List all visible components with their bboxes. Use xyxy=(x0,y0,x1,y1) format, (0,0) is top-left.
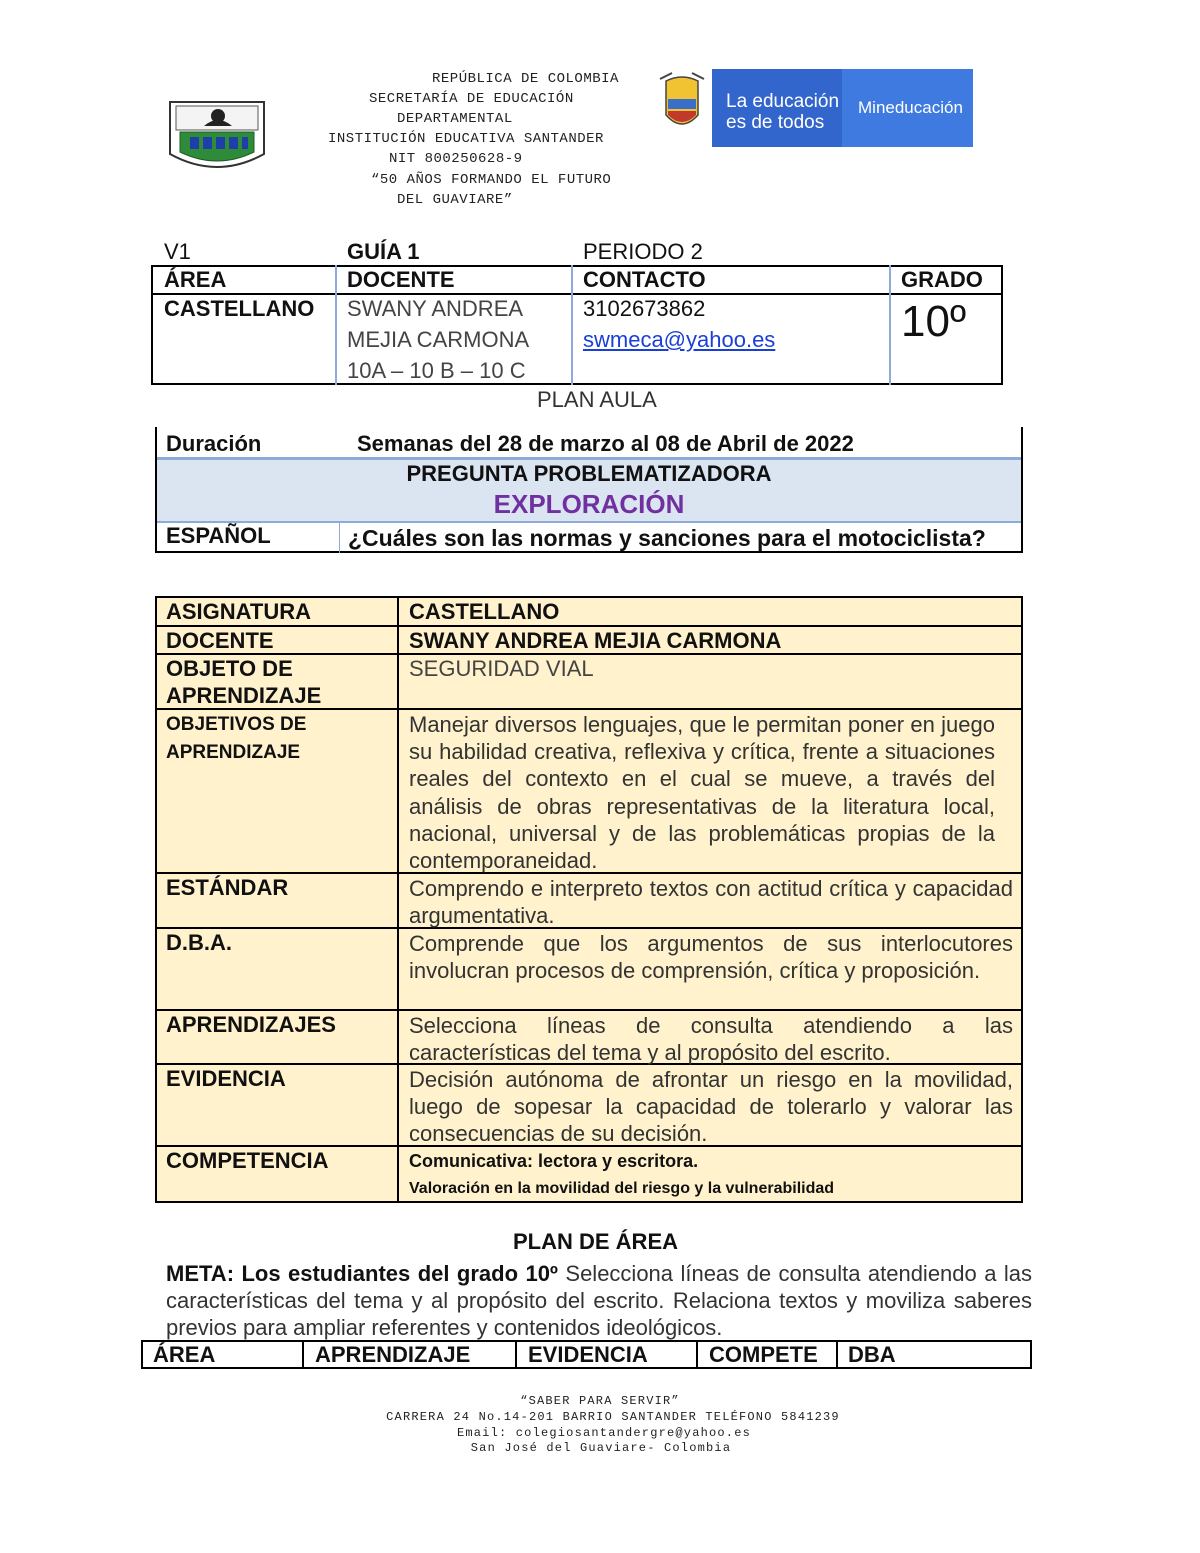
estandar-value: Comprendo e interpreto textos con actitud crítica y capacidad argumentativa. xyxy=(409,876,1013,929)
guide-col-divider-1 xyxy=(335,265,337,385)
header-line-5: NIT 800250628-9 xyxy=(389,151,523,167)
estandar-label: ESTÁNDAR xyxy=(166,875,289,900)
plan-area-header-area: ÁREA xyxy=(153,1342,216,1367)
header-line-3: DEPARTAMENTAL xyxy=(397,111,513,127)
duracion-value: Semanas del 28 de marzo al 08 de Abril de 2022 xyxy=(357,431,854,456)
asignatura-label: ASIGNATURA xyxy=(166,599,312,624)
espanol-divider xyxy=(339,521,340,553)
aprendizajes-value: Selecciona líneas de consulta atendiendo a las características del tema y al propósito del escrito. xyxy=(409,1013,1013,1066)
exploracion-label: EXPLORACIÓN xyxy=(493,489,685,519)
plan-area-header-dba: DBA xyxy=(848,1342,896,1367)
guia-label: GUÍA 1 xyxy=(347,239,420,264)
docente-value: SWANY ANDREA MEJIA CARMONA xyxy=(409,628,782,653)
objeto-label-line-2: APRENDIZAJE xyxy=(166,683,322,708)
school-logo xyxy=(166,96,268,178)
header-line-4: INSTITUCIÓN EDUCATIVA SANTANDER xyxy=(328,131,604,147)
pregunta-divider xyxy=(157,521,1021,523)
pregunta-label: PREGUNTA PROBLEMATIZADORA xyxy=(406,461,772,486)
competencia-label: COMPETENCIA xyxy=(166,1148,329,1173)
plan-area-header-aprendizaje: APRENDIZAJE xyxy=(315,1342,471,1367)
espanol-label: ESPAÑOL xyxy=(166,523,271,548)
docente-line-1: SWANY ANDREA xyxy=(347,296,524,321)
plan-area-col-divider xyxy=(696,1340,698,1369)
footer-address: CARRERA 24 No.14-201 BARRIO SANTANDER TELÉFONO 5841239 xyxy=(386,1410,840,1424)
header-line-1: REPÚBLICA DE COLOMBIA xyxy=(432,71,619,87)
grado-value: 10º xyxy=(901,297,967,346)
docente-line-3: 10A – 10 B – 10 C xyxy=(347,358,526,383)
version-label: V1 xyxy=(164,239,191,264)
guide-col-divider-2 xyxy=(571,265,573,385)
area-value: CASTELLANO xyxy=(164,296,315,321)
plan-area-col-divider xyxy=(515,1340,517,1369)
coat-of-arms-icon xyxy=(652,69,712,147)
meta-text: Selecciona líneas de consulta atendiendo a las características del tema y al propósito del escrito. Relaciona textos y moviliza saberes previos para ampliar referentes y contenidos ideológicos. xyxy=(166,1261,1032,1341)
contact-email-link[interactable]: swmeca@yahoo.es xyxy=(583,327,776,352)
plan-area-col-divider xyxy=(302,1340,304,1369)
pregunta-text: ¿Cuáles son las normas y sanciones para el motociclista? xyxy=(348,525,986,551)
footer-email: Email: colegiosantandergre@yahoo.es xyxy=(456,1426,752,1440)
duracion-label: Duración xyxy=(166,431,262,456)
contact-phone: 3102673862 xyxy=(583,296,706,321)
meta-paragraph xyxy=(166,1260,1032,1342)
school-shield-icon xyxy=(166,96,268,178)
mineducacion-logo xyxy=(652,69,973,147)
plan-area-title: PLAN DE ÁREA xyxy=(513,1229,679,1254)
plan-area-col-divider xyxy=(836,1340,838,1369)
objeto-value: SEGURIDAD VIAL xyxy=(409,656,594,681)
dba-value: Comprende que los argumentos de sus interlocutores involucran procesos de comprensión, crítica y proposición. xyxy=(409,931,1013,984)
periodo-label: PERIODO 2 xyxy=(583,239,703,264)
docente-line-2: MEJIA CARMONA xyxy=(347,327,530,352)
dba-label: D.B.A. xyxy=(166,930,232,955)
meta-bold: META: Los estudiantes del grado 10º xyxy=(166,1261,558,1286)
guide-col-divider-3 xyxy=(889,265,891,385)
evidencia-value: Decisión autónoma de afrontar un riesgo en la movilidad, luego de sopesar la capacidad de tolerarlo y valorar las consecuencias de su decisión. xyxy=(409,1067,1013,1147)
objetivos-value: Manejar diversos lenguajes, que le permitan poner en juego su habilidad creativa, reflexiva y crítica, frente a situaciones reales del contexto en el cual se mueve, a través del análisis de obras representativas de la literatura local, nacional, universal y de las problemáticas propias de la contemporaneidad. xyxy=(409,712,995,874)
details-row-line xyxy=(155,625,1023,627)
header-line-6: “50 AÑOS FORMANDO EL FUTURO xyxy=(371,172,612,188)
logo-text-line-2: es de todos xyxy=(726,112,825,133)
footer-motto: “SABER PARA SERVIR” xyxy=(520,1394,680,1408)
logo-slogan xyxy=(712,69,842,147)
header-area: ÁREA xyxy=(164,267,227,292)
objetivos-label-line-1: OBJETIVOS DE xyxy=(166,714,307,735)
plan-area-header-competencia: COMPETE xyxy=(709,1342,818,1367)
objeto-label-line-1: OBJETO DE xyxy=(166,656,293,681)
logo-text-line-1: La educación xyxy=(726,91,840,112)
header-line-7: DEL GUAVIARE” xyxy=(397,192,513,208)
header-contacto: CONTACTO xyxy=(583,267,706,292)
asignatura-value: CASTELLANO xyxy=(409,599,560,624)
guide-table-border xyxy=(151,265,1003,385)
guide-table-divider xyxy=(151,293,1003,295)
logo-mineducacion-text: Mineducación xyxy=(842,69,973,147)
details-row-line xyxy=(155,1009,1023,1011)
competencia-value-line-2: Valoración en la movilidad del riesgo y la vulnerabilidad xyxy=(409,1180,835,1197)
plan-aula-title: PLAN AULA xyxy=(537,387,657,412)
header-line-2: SECRETARÍA DE EDUCACIÓN xyxy=(369,91,574,107)
plan-area-header-evidencia: EVIDENCIA xyxy=(528,1342,648,1367)
details-col-divider xyxy=(397,596,399,1203)
header-docente: DOCENTE xyxy=(347,267,455,292)
objetivos-label-line-2: APRENDIZAJE xyxy=(166,742,301,763)
docente-label: DOCENTE xyxy=(166,628,274,653)
competencia-value-line-1: Comunicativa: lectora y escritora. xyxy=(409,1151,699,1171)
header-grado: GRADO xyxy=(901,267,983,292)
footer-city: San José del Guaviare- Colombia xyxy=(470,1441,732,1455)
aprendizajes-label: APRENDIZAJES xyxy=(166,1012,336,1037)
evidencia-label: EVIDENCIA xyxy=(166,1066,286,1091)
